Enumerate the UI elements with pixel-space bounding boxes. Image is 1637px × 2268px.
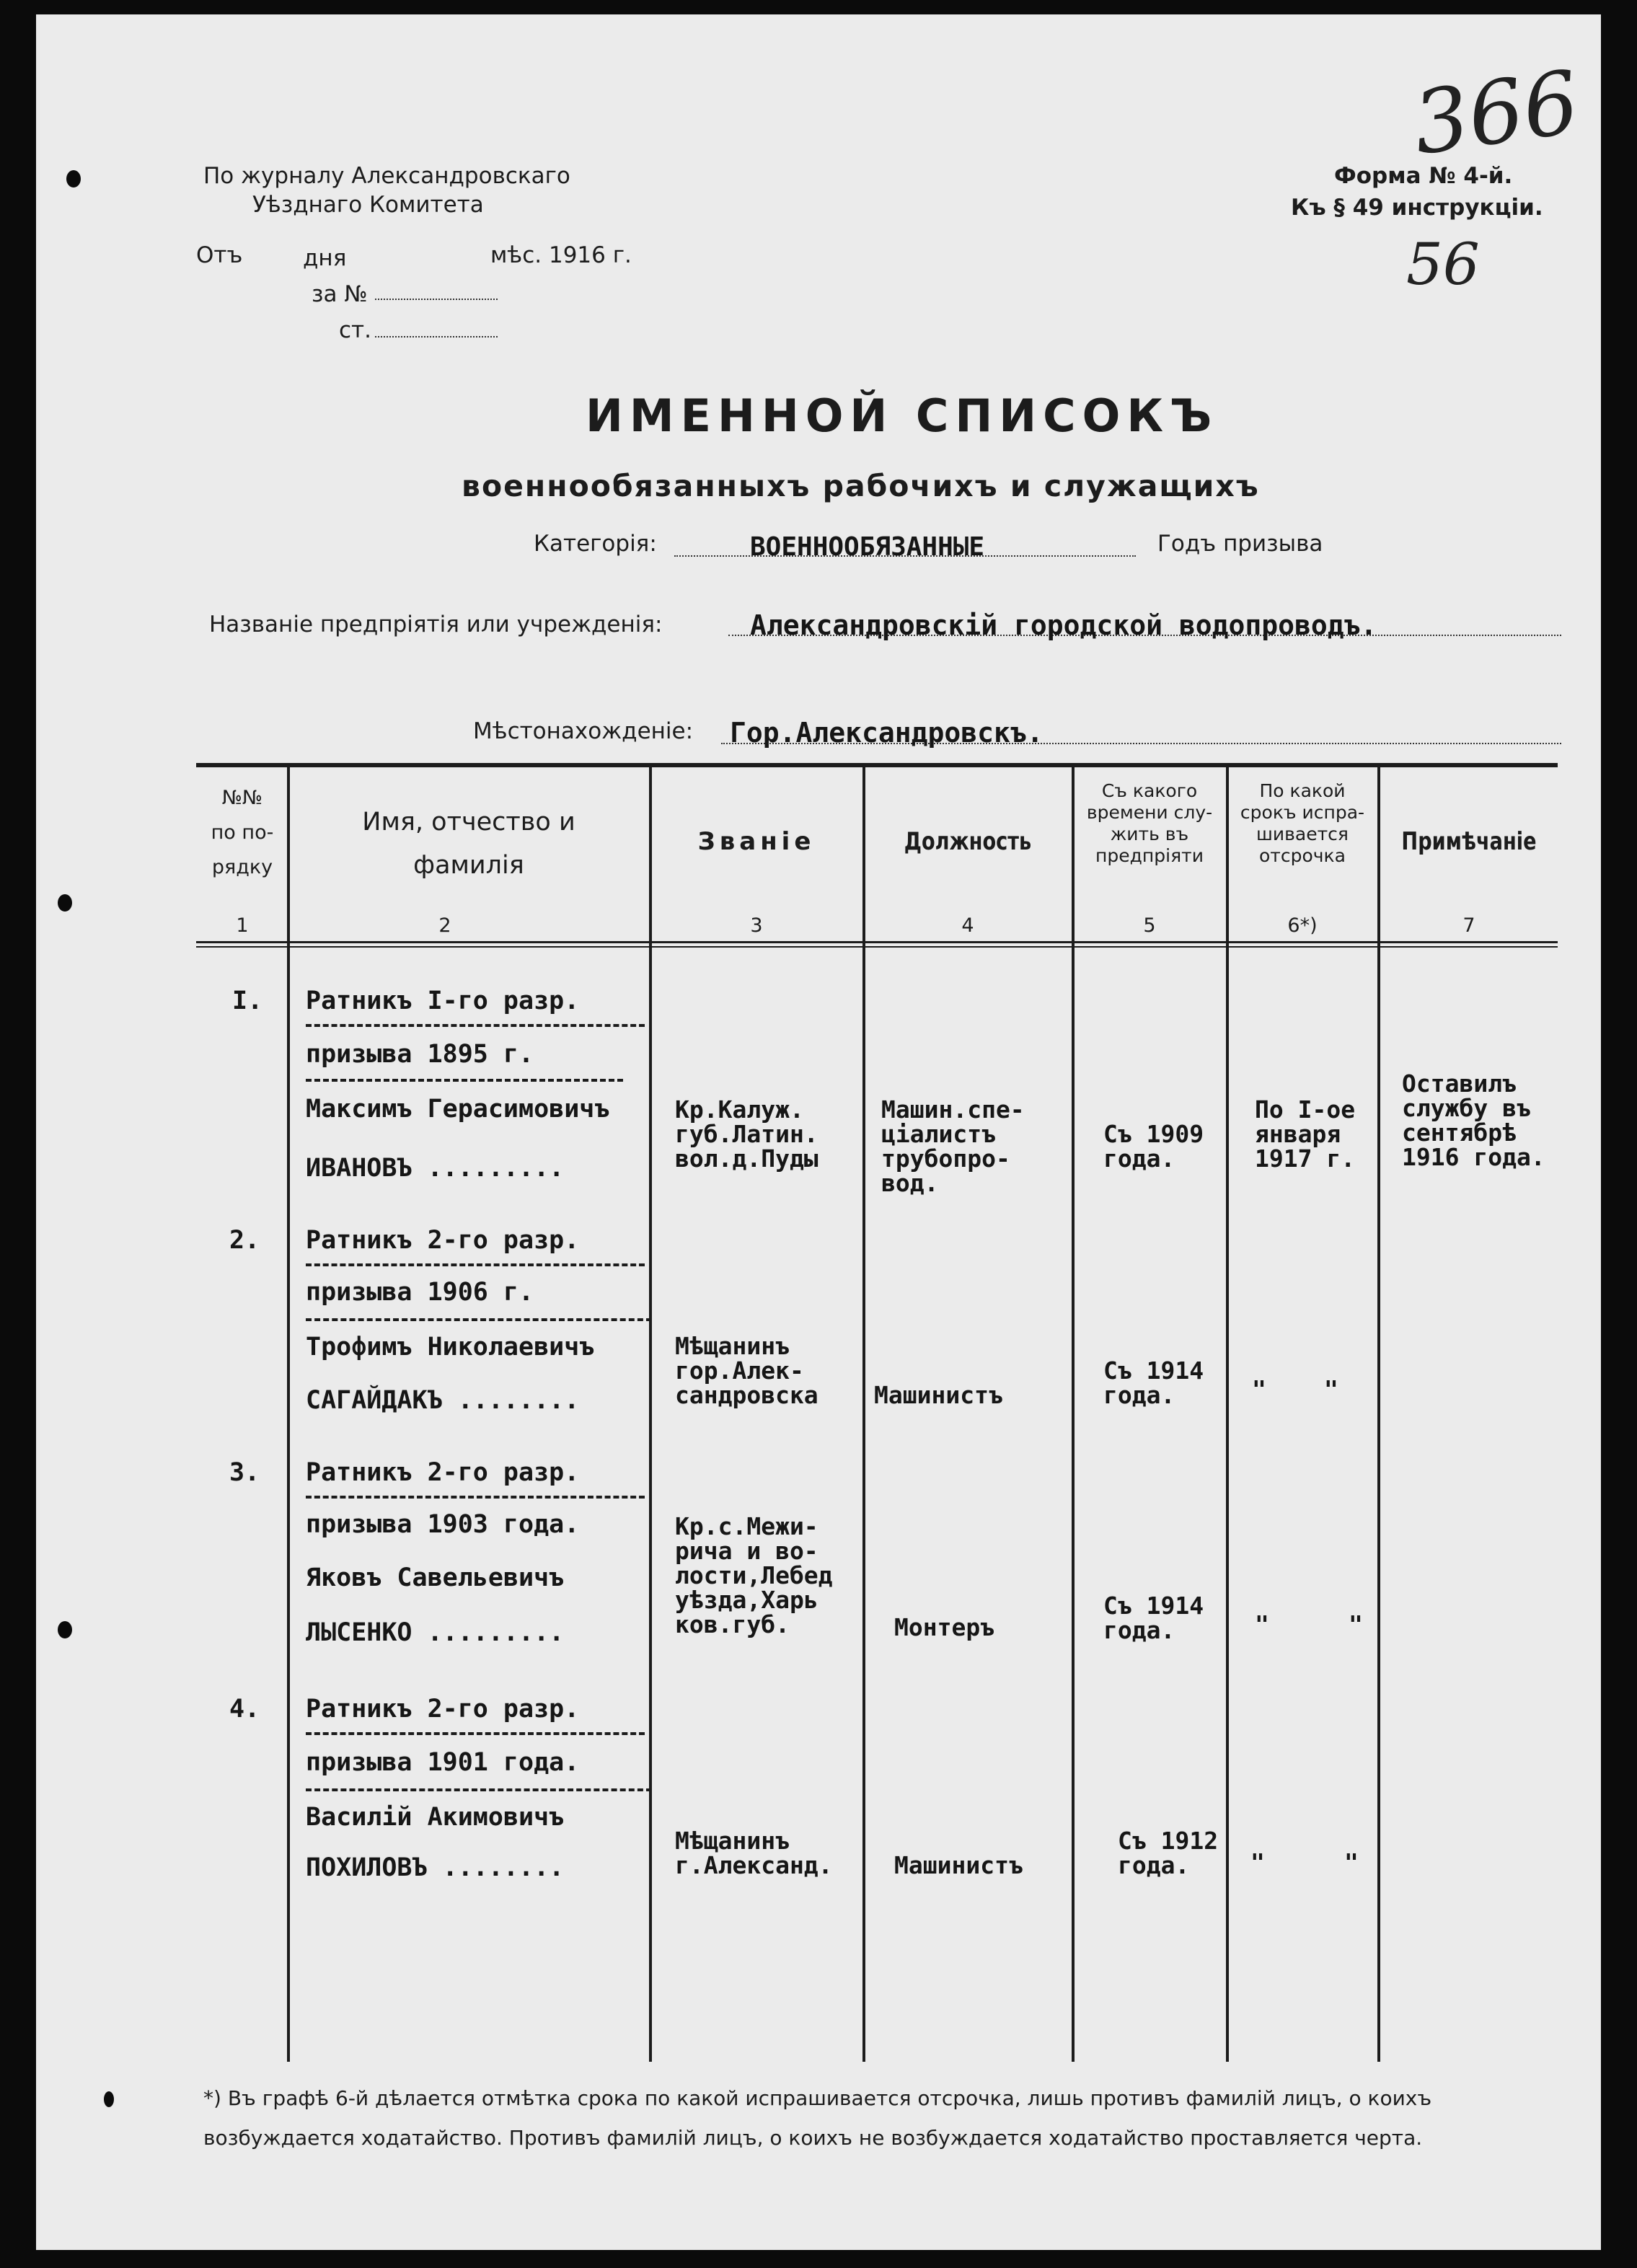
row-position-line: вод. bbox=[881, 1169, 939, 1197]
row-rank: Ратникъ I-го разр. bbox=[306, 987, 580, 1015]
row-position-line: Монтеръ bbox=[894, 1613, 995, 1641]
row-number: 2. bbox=[229, 1226, 260, 1255]
row-note-line: службу въ bbox=[1402, 1094, 1531, 1122]
row-since bbox=[1103, 1122, 1204, 1171]
number-dots bbox=[375, 299, 498, 300]
col-header-position-l1: Должность bbox=[904, 827, 1032, 856]
row-zvanie-line: уѣзда,Харь bbox=[675, 1586, 818, 1614]
archive-number-secondary: 56 bbox=[1406, 231, 1480, 298]
table-col-divider bbox=[287, 767, 290, 2062]
col-header-since-l3: жить въ bbox=[1110, 824, 1189, 844]
row-separator-dashes bbox=[306, 1263, 645, 1266]
col-header-note-l1: Примѣчаніе bbox=[1401, 827, 1537, 856]
row-position-line: трубопро- bbox=[881, 1144, 1010, 1173]
col-header-number-l1: №№ bbox=[221, 787, 263, 809]
col-header-since-l1: Съ какого bbox=[1101, 780, 1198, 801]
row-deferral: " bbox=[1250, 1848, 1265, 1876]
col-number-2: 2 bbox=[438, 914, 451, 937]
row-since bbox=[1118, 1829, 1218, 1878]
col-number-5: 5 bbox=[1143, 914, 1156, 937]
row-surname: ИВАНОВЪ ......... bbox=[306, 1154, 565, 1183]
enterprise-value: Александровскій городской водопроводъ. bbox=[750, 609, 1377, 641]
table-col-divider bbox=[1226, 767, 1229, 2062]
col-number-6: 6*) bbox=[1287, 914, 1318, 937]
journal-line-2: Уѣзднаго Комитета bbox=[252, 192, 484, 218]
col-header-number bbox=[198, 786, 286, 880]
row-call: призыва 1906 г. bbox=[306, 1278, 534, 1307]
col-header-deferral-l4: отсрочка bbox=[1259, 845, 1346, 866]
row-zvanie-line: Кр.с.Межи- bbox=[675, 1512, 818, 1540]
row-deferral bbox=[1255, 1095, 1356, 1173]
row-position-line: ціалистъ bbox=[881, 1120, 996, 1148]
row-note: " bbox=[1349, 1610, 1363, 1638]
row-rank: Ратникъ 2-го разр. bbox=[306, 1458, 580, 1487]
document-title: ИМЕННОЙ СПИСОКЪ bbox=[586, 389, 1219, 442]
col-number-1: 1 bbox=[236, 914, 249, 937]
from-label: Отъ bbox=[196, 242, 243, 268]
col-header-deferral-l2: срокъ испра- bbox=[1240, 802, 1365, 823]
row-deferral: " bbox=[1252, 1375, 1266, 1403]
row-since-line: года. bbox=[1103, 1144, 1175, 1173]
col-header-since bbox=[1075, 780, 1225, 867]
category-label: Категорія: bbox=[534, 531, 657, 557]
table-col-divider bbox=[649, 767, 652, 2062]
row-since bbox=[1103, 1356, 1204, 1409]
col-header-name-l1: Имя, отчество и bbox=[362, 808, 575, 837]
col-header-note bbox=[1398, 829, 1540, 854]
document-page bbox=[36, 14, 1601, 2250]
row-number: I. bbox=[232, 987, 263, 1015]
row-number: 3. bbox=[229, 1458, 260, 1487]
table-top-rule bbox=[196, 763, 1558, 767]
row-name: Василій Акимовичъ bbox=[306, 1803, 565, 1832]
row-deferral-ditto: " bbox=[1324, 1375, 1338, 1403]
row-separator-dashes bbox=[306, 1496, 645, 1499]
row-zvanie-line: сандровска bbox=[675, 1381, 818, 1409]
col-header-deferral-l1: По какой bbox=[1259, 780, 1346, 801]
row-number: 4. bbox=[229, 1695, 260, 1724]
st-dots bbox=[375, 336, 498, 337]
row-zvanie-line: рича и во- bbox=[675, 1537, 818, 1565]
col-header-deferral bbox=[1229, 780, 1376, 867]
table-header-rule bbox=[196, 941, 1558, 943]
row-note-line: сентябрѣ bbox=[1402, 1118, 1517, 1147]
row-since-line: года. bbox=[1103, 1381, 1175, 1409]
row-deferral-line: января bbox=[1255, 1120, 1341, 1148]
row-since bbox=[1103, 1594, 1204, 1643]
row-surname: САГАЙДАКЪ ........ bbox=[306, 1386, 580, 1415]
row-zvanie-line: Кр.Калуж. bbox=[675, 1095, 804, 1124]
table-col-divider bbox=[862, 767, 865, 2062]
table-col-divider bbox=[1377, 767, 1380, 2062]
row-call: призыва 1895 г. bbox=[306, 1040, 534, 1069]
row-deferral-line: 1917 г. bbox=[1255, 1144, 1356, 1173]
row-zvanie-line: лости,Лебед bbox=[675, 1561, 833, 1589]
row-position bbox=[881, 1095, 1025, 1197]
row-note: " bbox=[1344, 1848, 1359, 1876]
row-zvanie bbox=[675, 1829, 833, 1878]
col-header-deferral-l3: шивается bbox=[1256, 824, 1349, 844]
row-call: призыва 1901 года. bbox=[306, 1748, 580, 1777]
archive-number: 366 bbox=[1407, 52, 1585, 175]
number-label: за № bbox=[312, 281, 368, 307]
row-since-line: года. bbox=[1118, 1851, 1190, 1879]
document-subtitle: военнообязанныхъ рабочихъ и служащихъ bbox=[462, 469, 1260, 503]
row-separator-dashes bbox=[306, 1732, 645, 1735]
col-header-since-l2: времени слу- bbox=[1086, 802, 1213, 823]
binder-hole bbox=[104, 2091, 114, 2107]
location-value: Гор.Александровскъ. bbox=[730, 717, 1043, 749]
row-separator-dashes bbox=[306, 1079, 623, 1082]
row-since-line: Съ 1914 bbox=[1103, 1592, 1204, 1620]
col-number-4: 4 bbox=[961, 914, 974, 937]
row-deferral: " bbox=[1255, 1610, 1269, 1638]
form-label: Форма № 4-й. bbox=[1334, 163, 1513, 189]
row-rank: Ратникъ 2-го разр. bbox=[306, 1226, 580, 1255]
row-call: призыва 1903 года. bbox=[306, 1510, 580, 1539]
col-header-since-l4: предпріяти bbox=[1095, 845, 1204, 866]
journal-line-1: По журналу Александровскаго bbox=[203, 163, 570, 189]
row-surname: ПОХИЛОВЪ ........ bbox=[306, 1853, 565, 1882]
col-number-3: 3 bbox=[750, 914, 763, 937]
row-name: Максимъ Герасимовичъ bbox=[306, 1095, 610, 1124]
col-number-7: 7 bbox=[1462, 914, 1475, 937]
col-header-rank bbox=[652, 829, 861, 854]
enterprise-label: Названіе предпріятія или учрежденія: bbox=[209, 612, 663, 637]
row-note-line: Оставилъ bbox=[1402, 1069, 1517, 1098]
col-header-rank-l1: Званіе bbox=[697, 827, 816, 856]
footnote-line-2: возбуждается ходатайство. Противъ фамилій лицъ, о коихъ не возбуждается ходатайство проставляется черта. bbox=[203, 2126, 1423, 2150]
month-label: мѣс. 1916 г. bbox=[490, 242, 632, 268]
row-since-line: Съ 1909 bbox=[1103, 1120, 1204, 1148]
year-label: Годъ призыва bbox=[1157, 531, 1323, 557]
row-zvanie-line: гор.Алек- bbox=[675, 1356, 804, 1385]
binder-hole bbox=[58, 1621, 72, 1638]
category-value: ВОЕННООБЯЗАННЫЕ bbox=[750, 532, 985, 562]
col-header-position bbox=[886, 829, 1049, 854]
row-zvanie bbox=[675, 1334, 818, 1408]
row-rank: Ратникъ 2-го разр. bbox=[306, 1695, 580, 1724]
row-position bbox=[874, 1383, 1003, 1408]
row-position-line: Машинистъ bbox=[874, 1381, 1003, 1409]
binder-hole bbox=[66, 170, 81, 187]
col-header-name-l2: фамилія bbox=[413, 851, 524, 880]
row-note bbox=[1402, 1069, 1545, 1171]
row-zvanie-line: губ.Латин. bbox=[675, 1120, 818, 1148]
row-zvanie-line: ков.губ. bbox=[675, 1610, 790, 1638]
row-zvanie-line: Мѣщанинъ bbox=[675, 1827, 790, 1855]
table-header-rule-2 bbox=[196, 946, 1558, 948]
day-label: дня bbox=[303, 245, 347, 271]
row-position bbox=[894, 1853, 1023, 1878]
row-zvanie-line: вол.д.Пуды bbox=[675, 1144, 818, 1173]
col-header-number-l2: по по- bbox=[211, 821, 274, 844]
col-header-number-l3: рядку bbox=[211, 856, 273, 878]
row-zvanie-line: Мѣщанинъ bbox=[675, 1332, 790, 1360]
row-deferral-line: По I-ое bbox=[1255, 1095, 1356, 1124]
row-position-line: Машинистъ bbox=[894, 1851, 1023, 1879]
row-since-line: Съ 1914 bbox=[1103, 1356, 1204, 1385]
row-since-line: года. bbox=[1103, 1616, 1175, 1644]
row-since-line: Съ 1912 bbox=[1118, 1827, 1219, 1855]
location-label: Мѣстонахожденіе: bbox=[473, 718, 694, 744]
row-zvanie bbox=[675, 1095, 818, 1173]
row-name: Яковъ Савельевичъ bbox=[306, 1563, 565, 1592]
row-zvanie bbox=[675, 1514, 833, 1637]
instruction-label: Къ § 49 инструкціи. bbox=[1291, 195, 1543, 221]
row-note-line: 1916 года. bbox=[1402, 1143, 1545, 1171]
row-zvanie-line: г.Александ. bbox=[675, 1851, 833, 1879]
row-position-line: Машин.спе- bbox=[881, 1095, 1025, 1124]
table-col-divider bbox=[1072, 767, 1075, 2062]
col-header-name bbox=[290, 800, 648, 887]
row-separator-dashes bbox=[306, 1024, 645, 1027]
row-name: Трофимъ Николаевичъ bbox=[306, 1333, 595, 1362]
binder-hole bbox=[58, 894, 72, 912]
row-surname: ЛЫСЕНКО ......... bbox=[306, 1618, 565, 1647]
footnote-line-1: *) Въ графѣ 6-й дѣлается отмѣтка срока по какой испрашивается отсрочка, лишь противъ фамилій лицъ, о коихъ bbox=[203, 2086, 1432, 2110]
row-separator-dashes bbox=[306, 1318, 652, 1321]
row-position bbox=[894, 1615, 994, 1640]
st-label: ст. bbox=[339, 317, 371, 343]
row-separator-dashes bbox=[306, 1788, 652, 1791]
